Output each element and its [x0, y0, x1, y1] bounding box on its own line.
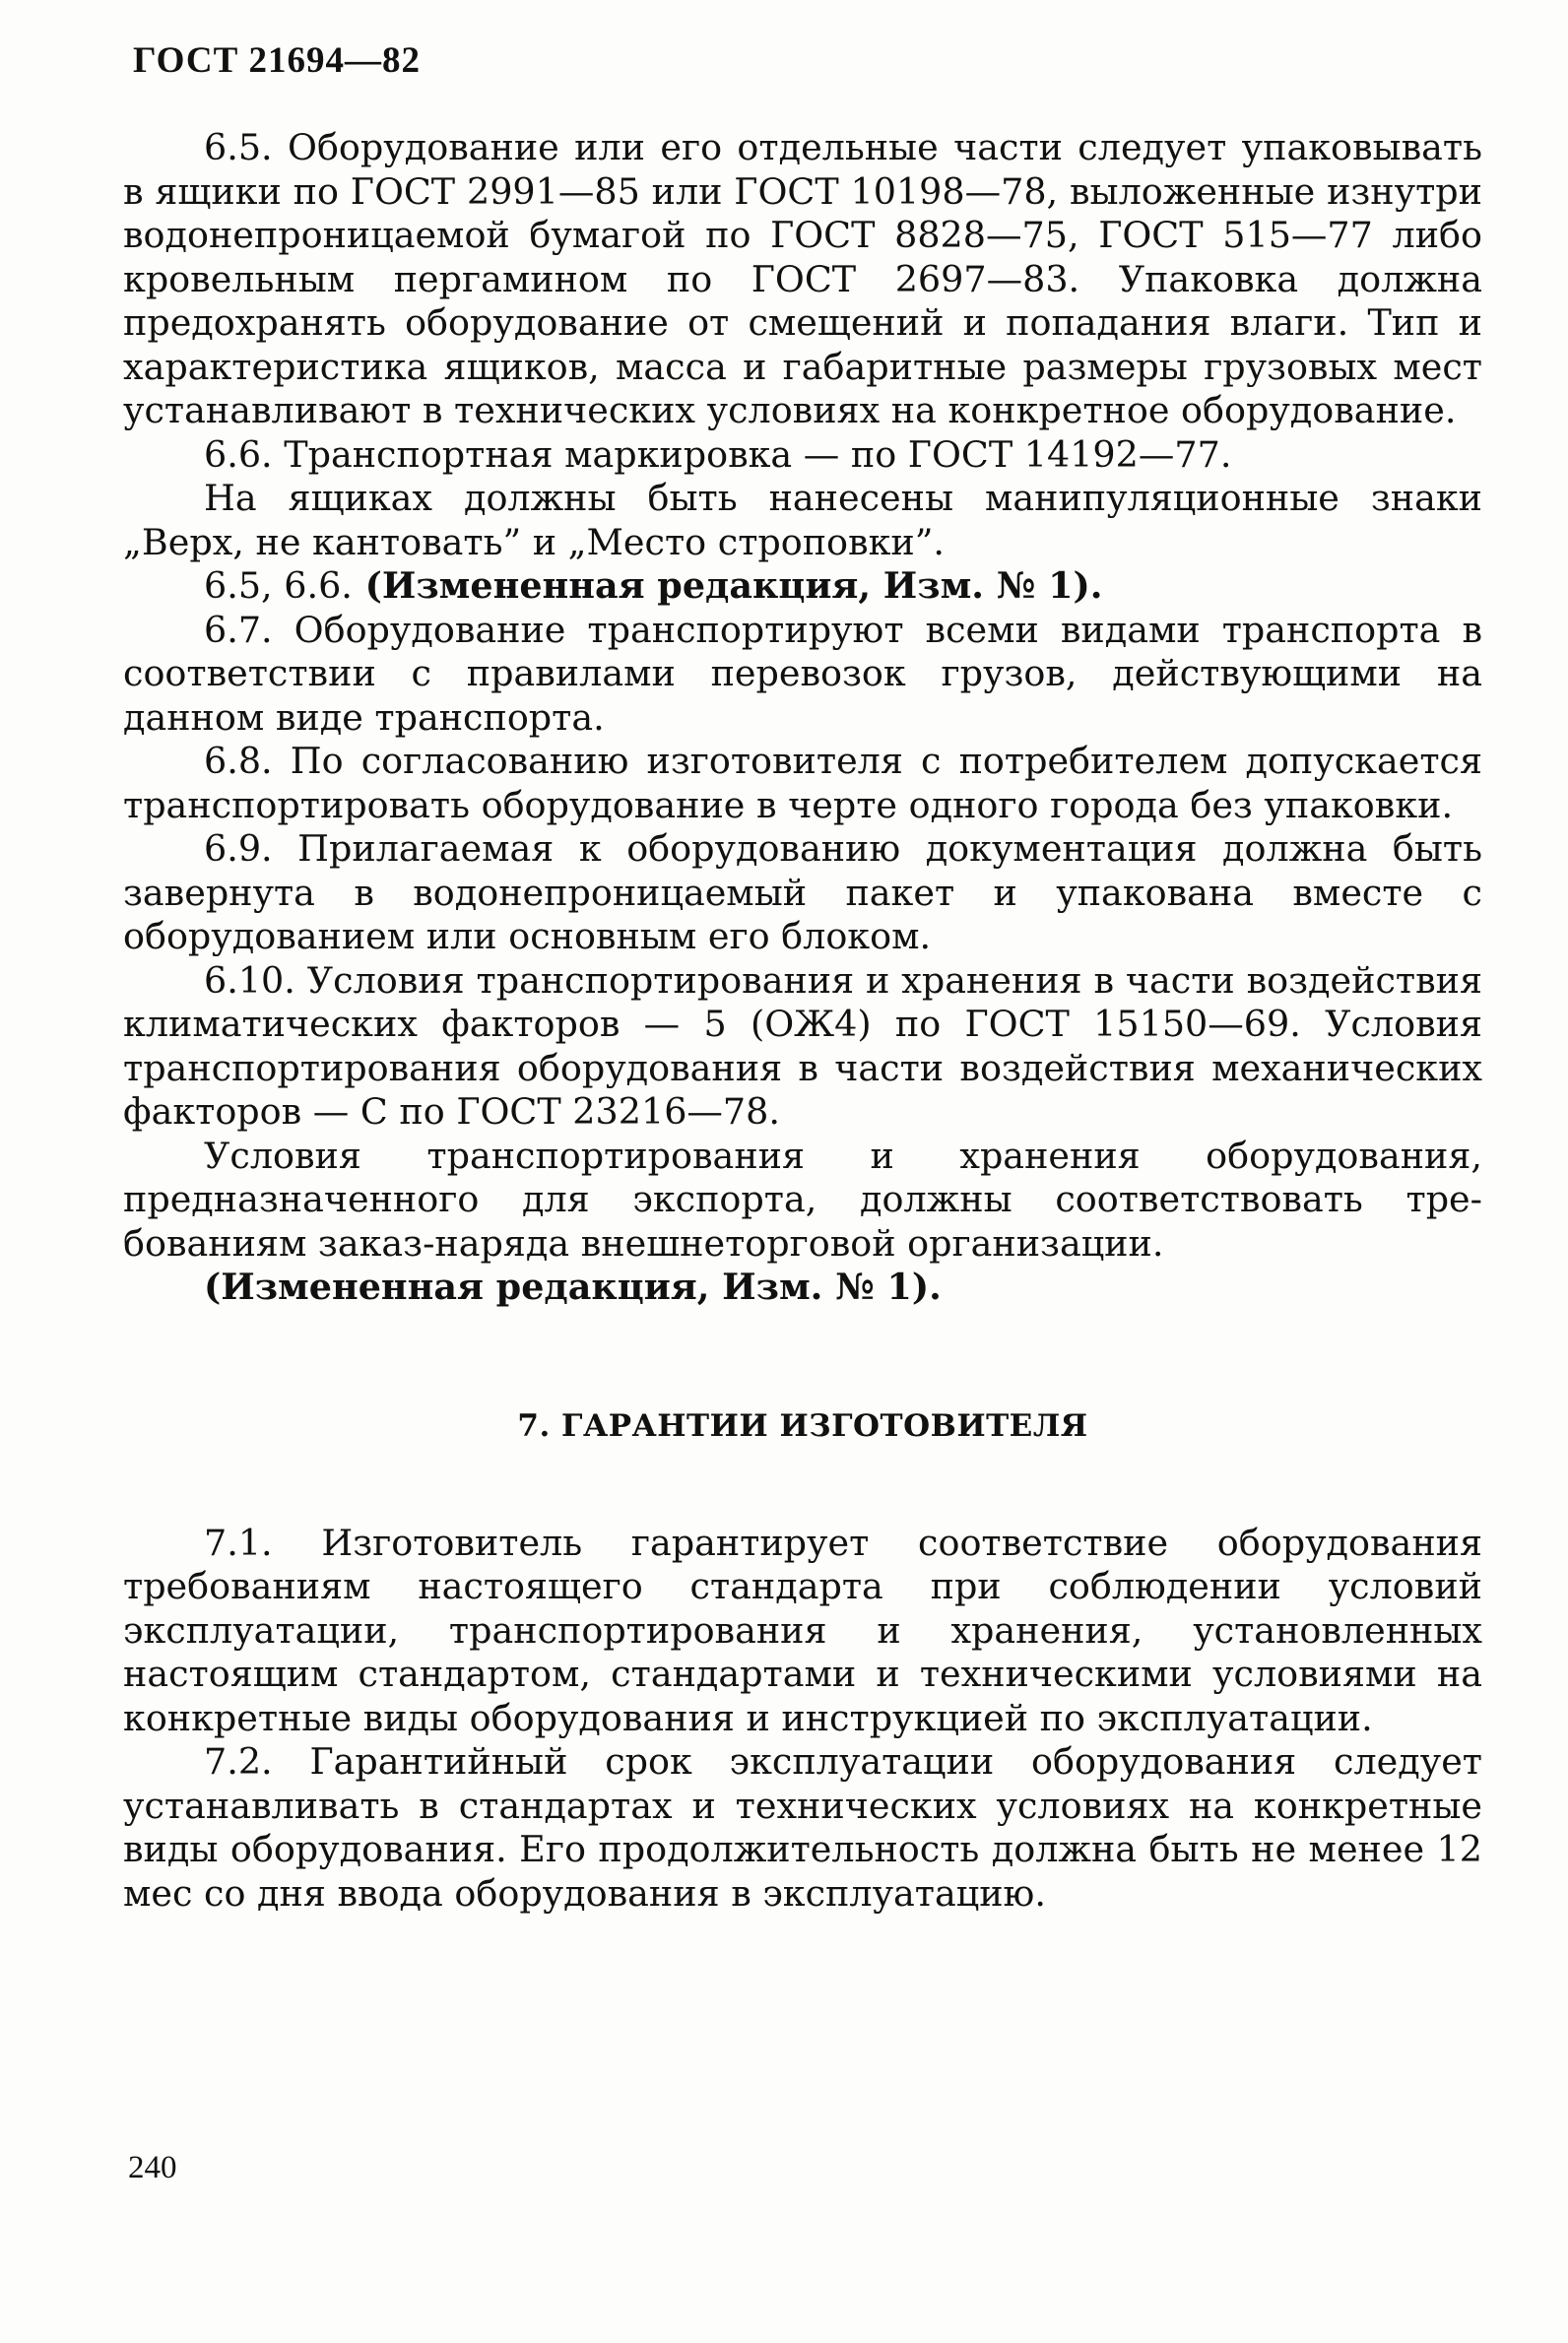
section-7-title: 7. ГАРАНТИИ ИЗГОТОВИТЕЛЯ — [517, 1407, 1088, 1444]
paragraph-7-2: 7.2. Гарантийный срок эксплуатации оборудования следует устанавливать в стандартах и технических условиях на конкретные виды оборудования. Его продолжительность должна быть не менее 12 мес со дня ввода оборудования в эксплуатацию. — [123, 1740, 1482, 1915]
paragraph-6-9: 6.9. Прилагаемая к оборудованию документация должна быть завернута в водонепроницаемый пакет и упакована вместе с оборудованием или основным его блоком. — [123, 827, 1482, 957]
paragraph-6-7: 6.7. Оборудование транспортируют всеми видами транспорта в соответствии с правилами перевозок грузов, действующими на данном виде транспорта. — [123, 608, 1482, 739]
paragraph-6-6: 6.6. Транспортная маркировка — по ГОСТ 14192—77. — [204, 432, 1232, 476]
paragraph-6-10: 6.10. Условия транспортирования и хранения в части воздействия климатических факторов — 5 (ОЖ4) по ГОСТ 15150—69. Условия транспортирования оборудования в части воздействия механических факторов — С по ГОСТ 23216—78. — [123, 958, 1482, 1133]
spacer — [123, 1448, 1482, 1522]
amendment-clause-ref: 6.5, 6.6. — [204, 564, 353, 607]
document-header: ГОСТ 21694—82 — [133, 40, 421, 81]
amendment-note-6-10: (Измененная редакция, Изм. № 1). — [204, 1266, 942, 1308]
page-number: 240 — [128, 2150, 177, 2185]
amendment-note-6-5-6-6 — [123, 564, 1482, 609]
paragraph-6-10-export: Условия транспортирования и хранения оборудования, предназначенного для экспорта, должны соответствовать требованиям заказ-наряда внешнеторговой организации. — [123, 1134, 1482, 1265]
spacer — [123, 1310, 1482, 1404]
paragraph-7-1: 7.1. Изготовитель гарантирует соответствие оборудования требованиям настоящего стандарта при соблюдении условий эксплуатации, транспортирования и хранения, установленных настоящим стандартом, стандартами и техническими условиями на конкретные виды оборудования и инструкцией по эксплуатации. — [123, 1521, 1482, 1739]
amendment-text: (Измененная редакция, Изм. № 1). — [364, 564, 1103, 607]
paragraph-6-8: 6.8. По согласованию изготовителя с потребителем допускается транспортировать оборудование в черте одного города без упаковки. — [123, 740, 1482, 826]
document-body — [123, 126, 1482, 1916]
paragraph-6-5: 6.5. Оборудование или его отдельные части следует упаковывать в ящики по ГОСТ 2991—85 или ГОСТ 10198—78, выложенные изнутри водонепроницаемой бумагой по ГОСТ 8828—75, ГОСТ 515—77 либо кровельным пергамином по ГОСТ 2697—83. Упаковка должна предохранять оборудование от смещений и попадания влаги. Тип и характеристика ящиков, масса и габаритные размеры грузовых мест устанавливают в технических условиях на конкретное оборудование. — [123, 126, 1482, 431]
paragraph-6-6-marking: На ящиках должны быть нанесены манипуляционные знаки „Верх, не кантовать” и „Место строповки”. — [123, 477, 1482, 563]
